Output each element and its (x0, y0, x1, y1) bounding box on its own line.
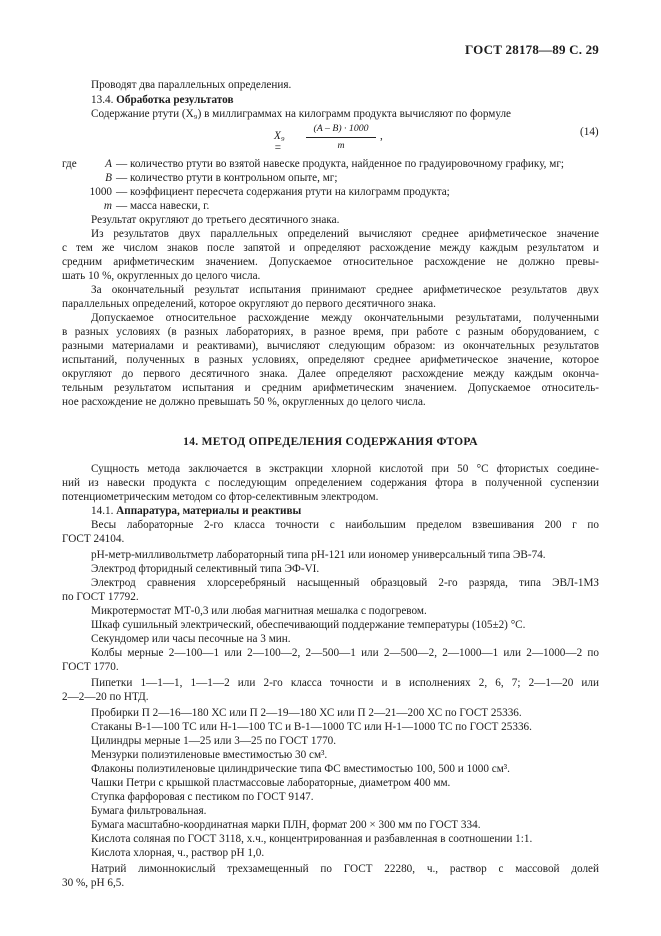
list-item-continuation: по ГОСТ 17792. (62, 591, 139, 603)
fraction-bar (306, 137, 376, 138)
list-item: Чашки Петри с крышкой пластмассовые лабораторные, диаметром 400 мм. (91, 777, 451, 789)
paragraph-line: параллельных определений, которое округляют до первого десятичного знака. (62, 298, 436, 310)
list-item: Флаконы полиэтиленовые цилиндрические типа ФС вместимостью 100, 500 и 1000 см³. (91, 763, 510, 775)
paragraph-line: Допускаемое относительное расхождение между окончательными результатами, полученными (91, 312, 599, 324)
where-definition: — масса навески, г. (116, 200, 210, 212)
list-item-continuation: 2—2—20 по НТД. (62, 691, 149, 703)
list-item: Стаканы В-1—100 ТС или Н-1—100 ТС и В-1—1000 ТС или Н-1—1000 ТС по ГОСТ 25336. (91, 721, 532, 733)
list-item: Пробирки П 2—16—180 ХС или П 2—19—180 ХС или П 2—21—200 ХС по ГОСТ 25336. (91, 707, 522, 719)
subsection-number: 14.1. (91, 505, 114, 517)
paragraph-line: в разных условиях (в разных лабораториях, в разное время, при работе с разным оборудованием, с (62, 326, 599, 338)
list-item: Электрод фторидный селективный типа ЭФ-VI. (91, 563, 320, 575)
formula-intro: Содержание ртути (X₉) в миллиграммах на килограмм продукта вычисляют по формуле (91, 108, 512, 120)
where-prefix: где (62, 158, 77, 170)
paragraph-line: с тем же числом знаков после запятой и определяют расхождение между каждым результатом и (62, 242, 599, 254)
subsection-number: 13.4. (91, 94, 114, 106)
where-definition: — коэффициент пересчета содержания ртути на килограмм продукта; (116, 186, 450, 198)
list-item: Колбы мерные 2—100—1 или 2—100—2, 2—500—1 или 2—500—2, 2—1000—1 или 2—1000—2 по (91, 647, 599, 659)
formula-number: (14) (580, 126, 599, 138)
where-definition: — количество ртути во взятой навеске продукта, найденное по градуировочному графику, мг; (116, 158, 565, 170)
list-item-continuation: ГОСТ 1770. (62, 661, 119, 673)
list-item: Кислота хлорная, ч., раствор рН 1,0. (91, 847, 265, 859)
list-item: Микротермостат МТ-0,3 или любая магнитная мешалка с подогревом. (91, 605, 427, 617)
running-header: ГОСТ 28178—89 С. 29 (465, 42, 599, 57)
list-item: Цилиндры мерные 1—25 или 3—25 по ГОСТ 1770. (91, 735, 337, 747)
paragraph-line: потенциометрическим методом со фтор-селективным электродом. (62, 491, 379, 503)
paragraph-line: шать 10 %, округленных до целого числа. (62, 270, 261, 282)
subsection-heading (91, 93, 599, 107)
list-item: Бумага фильтровальная. (91, 805, 207, 817)
subsection-title: Аппаратура, материалы и реактивы (116, 505, 302, 517)
list-item: Электрод сравнения хлорсеребряный насыщенный образцовый 2-го разряда, типа ЭВЛ-1МЗ (91, 577, 599, 589)
list-item: Мензурки полиэтиленовые вместимостью 30 см³. (91, 749, 328, 761)
where-symbol: m (103, 200, 112, 212)
formula-comma: , (380, 130, 383, 142)
formula-numerator: (A – B) · 1000 (313, 123, 369, 134)
list-item: Шкаф сушильный электрический, обеспечивающий поддержание температуры (105±2) °С. (91, 619, 526, 631)
list-item: Ступка фарфоровая с пестиком по ГОСТ 9147. (91, 791, 314, 803)
section-title: 14. МЕТОД ОПРЕДЕЛЕНИЯ СОДЕРЖАНИЯ ФТОРА (183, 436, 478, 448)
list-item: Секундомер или часы песочные на 3 мин. (91, 633, 291, 645)
formula-denominator: m (337, 140, 345, 151)
formula-lhs: X₉ = (274, 130, 285, 154)
where-symbol: A (105, 158, 112, 170)
paragraph-line: Проводят два параллельных определения. (91, 79, 292, 91)
list-item: Кислота соляная по ГОСТ 3118, х.ч., концентрированная и разбавленная в соотношении 1:1. (91, 833, 533, 845)
paragraph-line: За окончательный результат испытания принимают среднее арифметическое результатов двух (91, 284, 599, 296)
paragraph-line: округляют до первого десятичного знака. Далее определяют расхождение между каждым оконча- (62, 368, 599, 380)
where-symbol: 1000 (89, 186, 112, 198)
list-item: Бумага масштабно-координатная марки ПЛН, формат 200 × 300 мм по ГОСТ 334. (91, 819, 481, 831)
paragraph-line: средним арифметическим значением. Допускаемое относительное расхождение не должно превы- (62, 256, 599, 268)
paragraph-line: Результат округляют до третьего десятичного знака. (91, 214, 340, 226)
paragraph-line: тельным результатом испытания и средним арифметическим значением. Допускаемое относитель- (62, 382, 599, 394)
subsection-title: Обработка результатов (116, 94, 234, 106)
list-item-continuation: ГОСТ 24104. (62, 533, 125, 545)
where-definition: — количество ртути в контрольном опыте, мг; (116, 172, 338, 184)
list-item: Весы лабораторные 2-го класса точности с наибольшим пределом взвешивания 200 г по (91, 519, 599, 531)
paragraph-line: Сущность метода заключается в экстракции хлорной кислотой при 50 °С фтористых соедине- (91, 463, 599, 475)
paragraph-line: ний из навески продукта с последующим определением содержания фтора в полученной суспензии (62, 477, 599, 489)
list-item: Пипетки 1—1—1, 1—1—2 или 2-го класса точности и в исполнениях 2, 6, 7; 2—1—20 или (91, 677, 599, 689)
list-item: Натрий лимоннокислый трехзамещенный по ГОСТ 22280, ч., раствор с массовой долей (91, 863, 599, 875)
list-item-continuation: 30 %, рН 6,5. (62, 877, 125, 889)
paragraph-line: Из результатов двух параллельных определений вычисляют среднее арифметическое значение (91, 228, 599, 240)
where-symbol: B (105, 172, 112, 184)
paragraph-line: ное расхождение не должно превышать 50 %, округленных до целого числа. (62, 396, 426, 408)
paragraph-line: испытаний, полученных в разных условиях, определяют среднее арифметическое значение, которое (62, 354, 599, 366)
paragraph-line: разными материалами и реактивами), вычисляют следующим образом: из окончательных результатов (62, 340, 599, 352)
subsection-heading (91, 504, 599, 518)
list-item: рН-метр-милливольтметр лабораторный типа рН-121 или иономер универсальный типа ЭВ-74. (91, 549, 546, 561)
